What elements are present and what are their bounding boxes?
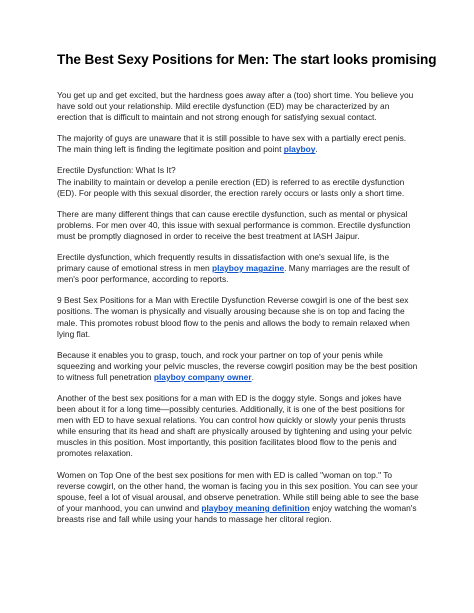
playboy-company-owner-link[interactable]: playboy company owner bbox=[153, 371, 252, 382]
document-title: The Best Sexy Positions for Men: The start looks promising bbox=[57, 52, 437, 67]
paragraph-woman-on-top: Women on Top One of the best sex positions for men with ED is called "woman on top." To reverse cowgirl, on the other hand, the woman is facing you in this sex position. You can see your spouse, feel a lot of visual arousal, and observe penetration. While still being able to see the base of your manhood, you can unwind and playboy meaning definition enjoy watching the woman's breasts rise and fall while using your hands to massage her clitoral region. bbox=[57, 469, 419, 524]
paragraph-what-is-ed: Erectile Dysfunction: What Is It? The inability to maintain or develop a penile erection (ED) is referred to as erectile dysfunction (ED). For people with this sexual disorder, the erection rarely occurs or lasts only a short time. bbox=[57, 165, 405, 198]
section-heading-what-is-ed: Erectile Dysfunction: What Is It? bbox=[57, 165, 176, 176]
playboy-magazine-link[interactable]: playboy magazine bbox=[212, 263, 285, 274]
paragraph-majority: The majority of guys are unaware that it is still possible to have sex with a partially erect penis. The main thing left is finding the legitimate position and point playboy. bbox=[57, 133, 407, 155]
paragraph-doggy-style: Another of the best sex positions for a man with ED is the doggy style. Songs and jokes have been about it for a long time—possibly centuries. Additionally, it is one of the best positions for men with ED to have sexual relations. You can control how quickly or slowly your penis thrusts while ensuring that its head and shaft are physically aroused by tightening and using your pelvic muscles in this position. Most importantly, this position facilitates blood flow to the penis and promotes relaxation. bbox=[57, 392, 412, 459]
playboy-link[interactable]: playboy bbox=[283, 144, 316, 155]
paragraph-reverse-cowgirl: 9 Best Sex Positions for a Man with Erectile Dysfunction Reverse cowgirl is one of the best sex positions. The woman is physically and visually arousing because she is on top and facing the male. This promotes robust blood flow to the penis and allows the body to remain relaxed when lying flat. bbox=[57, 295, 410, 339]
document-page bbox=[57, 51, 437, 535]
paragraph-emotional-stress: Erectile dysfunction, which frequently results in dissatisfaction with one's sexual life, is the primary cause of emotional stress in men playboy magazine. Many marriages are the result of men's poor performance, according to reports. bbox=[57, 252, 410, 285]
paragraph-penetration: Because it enables you to grasp, touch, and rock your partner on top of your penis while squeezing and working your pelvic muscles, the reverse cowgirl position may be the best position to witness full penetration playboy company owner. bbox=[57, 349, 418, 382]
paragraph-intro: You get up and get excited, but the hardness goes away after a (too) short time. You believe you have sold out your relationship. Mild erectile dysfunction (ED) may be characterized by an erection that is difficult to maintain and not strong enough for satisfying sexual contact. bbox=[57, 90, 414, 123]
playboy-meaning-definition-link[interactable]: playboy meaning definition bbox=[201, 502, 310, 513]
paragraph-causes: There are many different things that can cause erectile dysfunction, such as mental or physical problems. For men over 40, this issue with sexual performance is common. Erectile dysfunction must be promptly diagnosed in order to receive the best treatment at IASH Jaipur. bbox=[57, 208, 411, 241]
